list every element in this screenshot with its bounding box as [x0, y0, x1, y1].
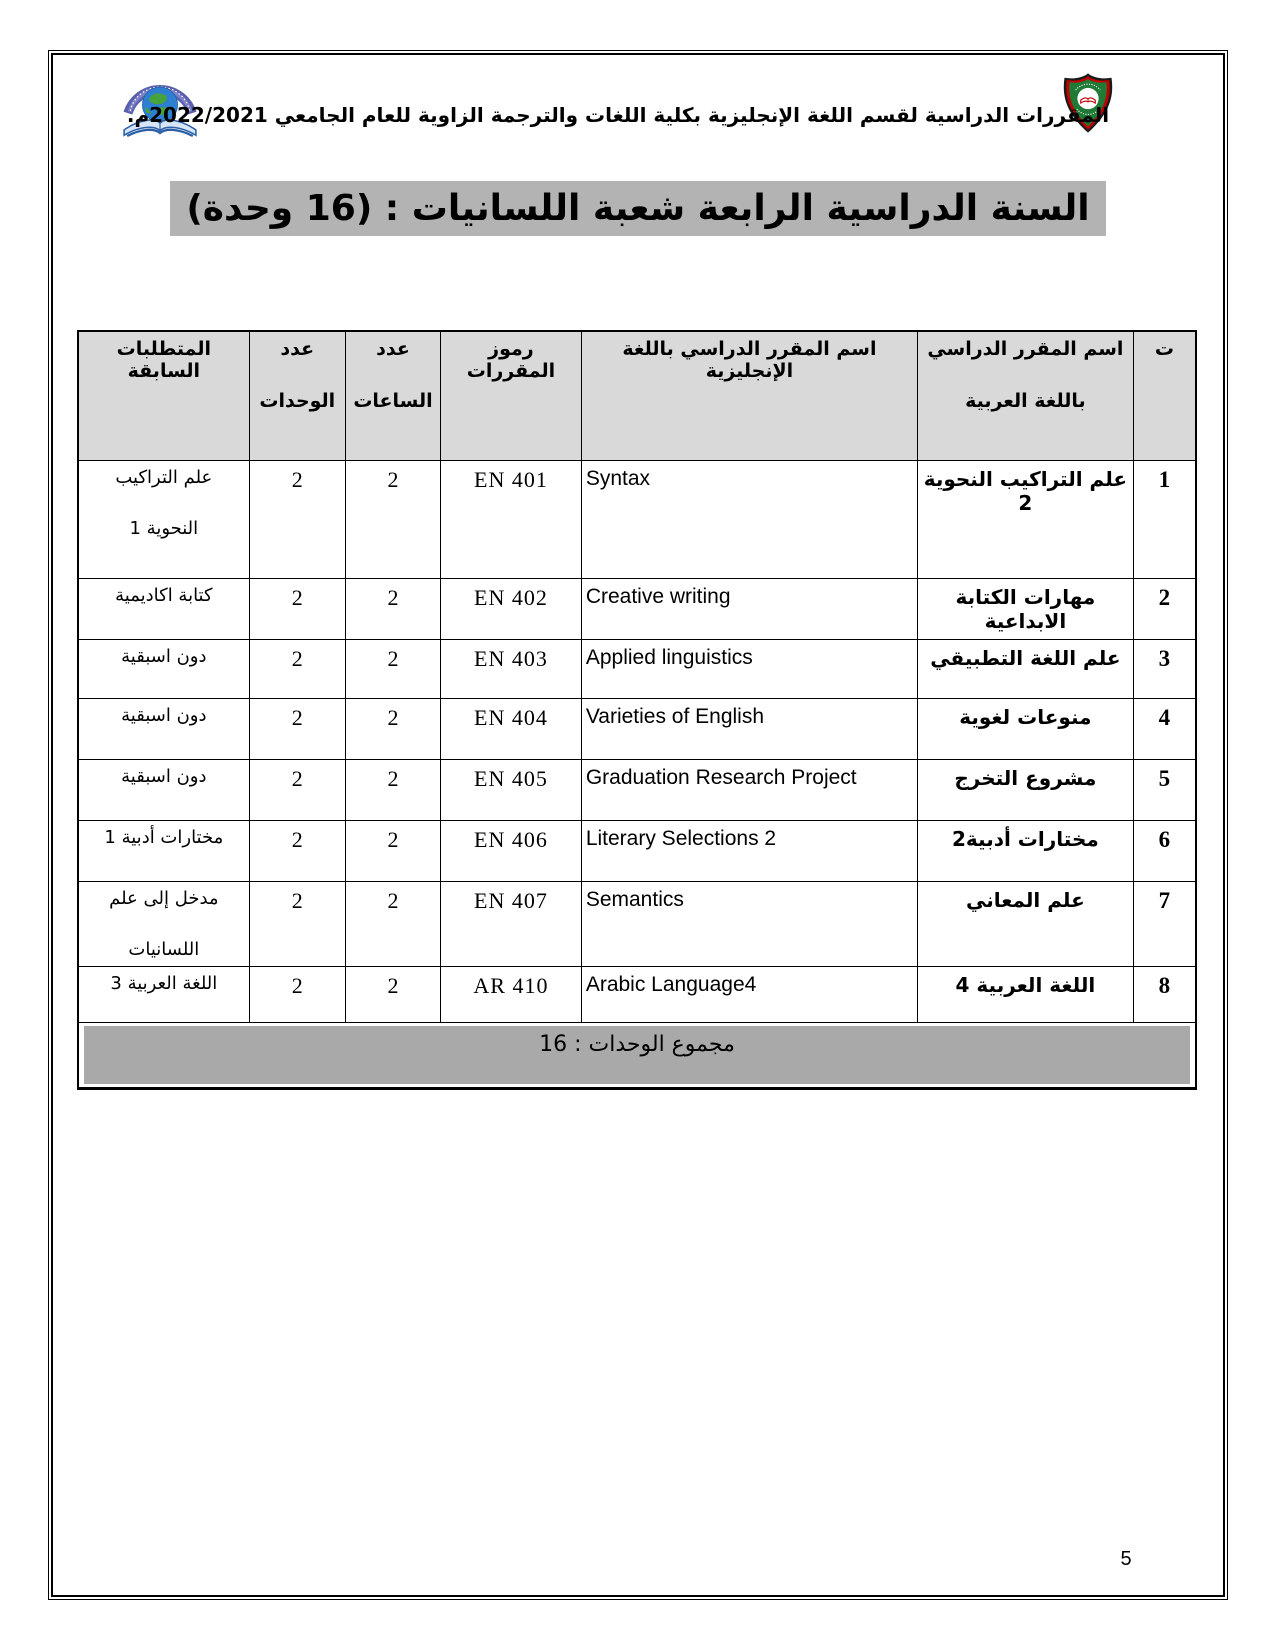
- cell-english-name: Graduation Research Project: [581, 760, 917, 821]
- cell-prerequisite: [78, 760, 249, 821]
- header-arabic-name-line2: باللغة العربية: [965, 390, 1086, 412]
- cell-prerequisite: [78, 461, 249, 579]
- cell-hours: 2: [345, 699, 440, 760]
- cell-arabic-name: علم المعاني: [918, 882, 1134, 967]
- cell-arabic-name: اللغة العربية 4: [918, 967, 1134, 1023]
- table-row: [78, 821, 1196, 882]
- section-title-wrap: [48, 181, 1228, 236]
- header-hours-line2: الساعات: [353, 390, 433, 412]
- page-number: 5: [1120, 1548, 1132, 1570]
- prereq-line2: اللسانيات: [128, 939, 200, 960]
- header-arabic-name-line1: اسم المقرر الدراسي: [927, 338, 1124, 360]
- table-row: [78, 699, 1196, 760]
- prereq-line2: النحوية 1: [129, 518, 199, 539]
- cell-arabic-name: علم اللغة التطبيقي: [918, 640, 1134, 699]
- cell-index: 2: [1133, 579, 1196, 640]
- prereq-line1: علم التراكيب: [115, 467, 213, 488]
- cell-index: 8: [1133, 967, 1196, 1023]
- cell-units: 2: [249, 882, 345, 967]
- cell-arabic-name: مختارات أدبية2: [918, 821, 1134, 882]
- cell-hours: 2: [345, 461, 440, 579]
- cell-hours: 2: [345, 967, 440, 1023]
- cell-english-name: Literary Selections 2: [581, 821, 917, 882]
- cell-index: 3: [1133, 640, 1196, 699]
- prereq-line1: اللغة العربية 3: [110, 973, 218, 994]
- table-row: [78, 461, 1196, 579]
- prereq-line1: دون اسبقية: [121, 766, 207, 787]
- header-units-line2: الوحدات: [259, 390, 336, 412]
- cell-code: EN 403: [441, 640, 582, 699]
- prereq-line1: مدخل إلى علم: [109, 888, 219, 909]
- cell-code: EN 406: [441, 821, 582, 882]
- cell-units: 2: [249, 821, 345, 882]
- cell-arabic-name: علم التراكيب النحوية 2: [918, 461, 1134, 579]
- section-title: السنة الدراسية الرابعة شعبة اللسانيات : (16 وحدة): [170, 181, 1105, 236]
- courses-table-wrap: [77, 330, 1197, 1090]
- cell-index: 1: [1133, 461, 1196, 579]
- cell-units: 2: [249, 967, 345, 1023]
- cell-index: 4: [1133, 699, 1196, 760]
- table-row: [78, 967, 1196, 1023]
- cell-english-name: Arabic Language4: [581, 967, 917, 1023]
- table-row: [78, 579, 1196, 640]
- total-units-bar: مجموع الوحدات : 16: [84, 1026, 1190, 1084]
- cell-english-name: Semantics: [581, 882, 917, 967]
- cell-index: 7: [1133, 882, 1196, 967]
- cell-arabic-name: مهارات الكتابة الابداعية: [918, 579, 1134, 640]
- header-units: [249, 331, 345, 461]
- cell-units: 2: [249, 699, 345, 760]
- table-total-row: [78, 1023, 1196, 1089]
- cell-code: EN 405: [441, 760, 582, 821]
- cell-hours: 2: [345, 821, 440, 882]
- cell-arabic-name: منوعات لغوية: [918, 699, 1134, 760]
- cell-english-name: Varieties of English: [581, 699, 917, 760]
- header-index: ت: [1133, 331, 1196, 461]
- cell-prerequisite: [78, 967, 249, 1023]
- table-header-row: [78, 331, 1196, 461]
- header-prerequisites: المتطلبات السابقة: [78, 331, 249, 461]
- cell-code: EN 401: [441, 461, 582, 579]
- cell-code: EN 404: [441, 699, 582, 760]
- cell-hours: 2: [345, 760, 440, 821]
- cell-hours: 2: [345, 882, 440, 967]
- cell-prerequisite: [78, 579, 249, 640]
- cell-prerequisite: [78, 882, 249, 967]
- prereq-line1: دون اسبقية: [121, 705, 207, 726]
- cell-code: AR 410: [441, 967, 582, 1023]
- header-hours-line1: عدد: [376, 338, 410, 360]
- cell-hours: 2: [345, 579, 440, 640]
- cell-hours: 2: [345, 640, 440, 699]
- cell-arabic-name: مشروع التخرج: [918, 760, 1134, 821]
- cell-english-name: Syntax: [581, 461, 917, 579]
- cell-code: EN 407: [441, 882, 582, 967]
- header-english-name: اسم المقرر الدراسي باللغة الإنجليزية: [581, 331, 917, 461]
- table-row: [78, 882, 1196, 967]
- courses-table: [77, 330, 1197, 1090]
- cell-index: 6: [1133, 821, 1196, 882]
- cell-prerequisite: [78, 640, 249, 699]
- cell-units: 2: [249, 461, 345, 579]
- cell-prerequisite: [78, 821, 249, 882]
- total-row-cell: [78, 1023, 1196, 1089]
- cell-units: 2: [249, 579, 345, 640]
- prereq-line1: دون اسبقية: [121, 646, 207, 667]
- header-units-line1: عدد: [280, 338, 315, 360]
- prereq-line1: كتابة اكاديمية: [115, 585, 213, 606]
- header-code: رموز المقررات: [441, 331, 582, 461]
- table-row: [78, 760, 1196, 821]
- cell-index: 5: [1133, 760, 1196, 821]
- cell-units: 2: [249, 760, 345, 821]
- cell-english-name: Applied linguistics: [581, 640, 917, 699]
- cell-code: EN 402: [441, 579, 582, 640]
- header-hours: [345, 331, 440, 461]
- prereq-line1: مختارات أدبية 1: [104, 827, 224, 848]
- header-arabic-name: [918, 331, 1134, 461]
- cell-units: 2: [249, 640, 345, 699]
- table-row: [78, 640, 1196, 699]
- cell-prerequisite: [78, 699, 249, 760]
- document-header-line: المقررات الدراسية لقسم اللغة الإنجليزية بكلية اللغات والترجمة الزاوية للعام الجامعي 2022/2021م.: [126, 103, 1110, 127]
- cell-english-name: Creative writing: [581, 579, 917, 640]
